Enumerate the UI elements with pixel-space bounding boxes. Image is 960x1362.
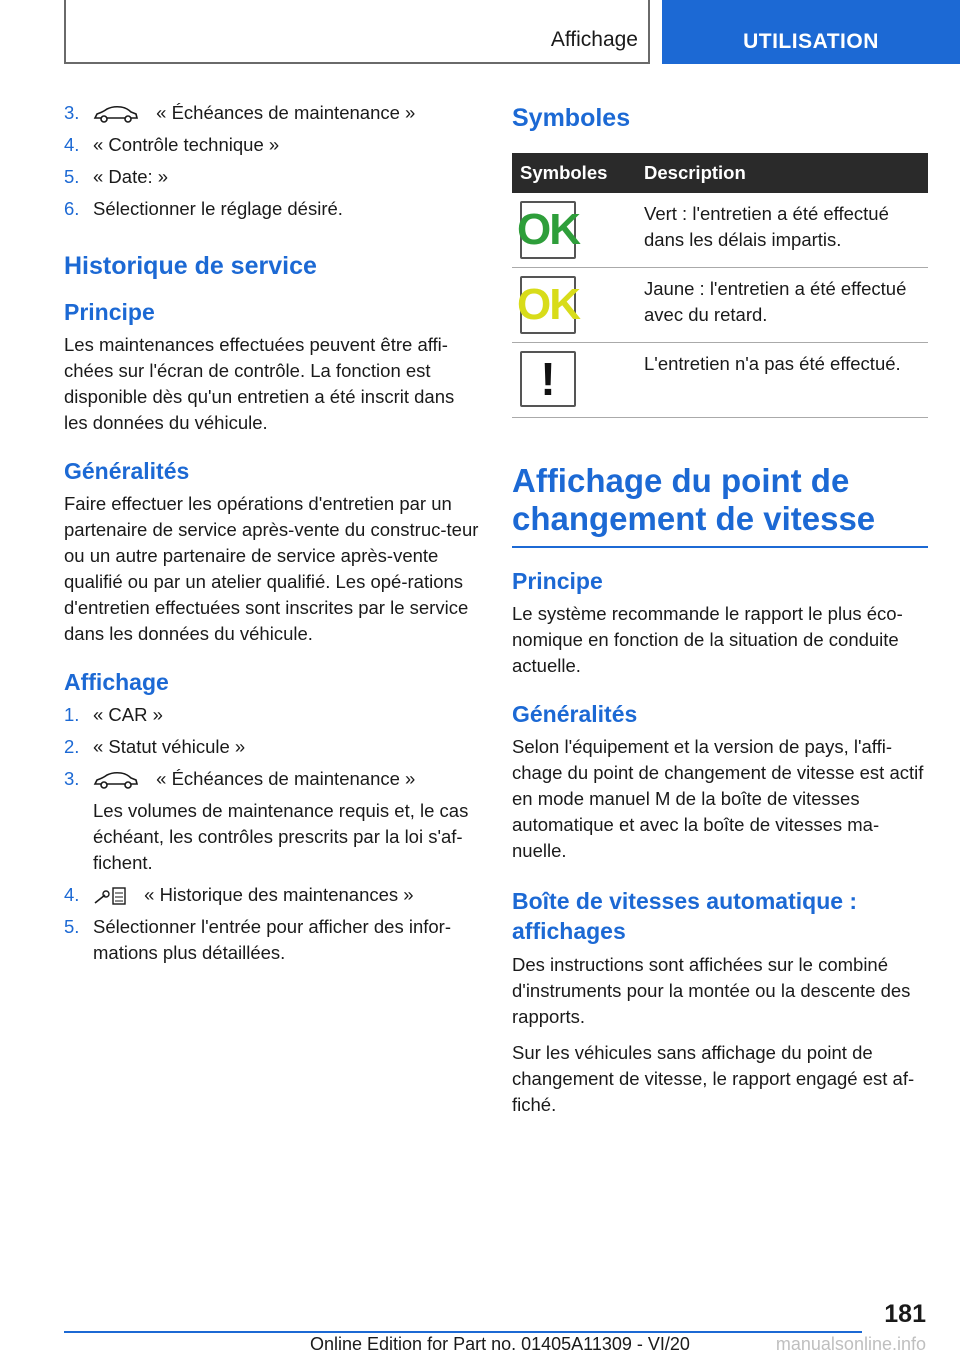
subsection-title-general: Généralités: [64, 458, 190, 484]
ok-yellow-icon: OK: [520, 276, 576, 334]
table-row: [512, 343, 928, 418]
header-section-title: Affichage: [550, 28, 638, 51]
table-cell-description: Jaune : l'entretien a été effectué avec du retard.: [636, 268, 928, 343]
list-item: 5. Sélectionner l'entrée pour afficher des infor-mations plus détaillées.: [64, 916, 451, 963]
footer-edition: Online Edition for Part no. 01405A11309 - VI/20: [310, 1334, 690, 1354]
table-cell-description: L'entretien n'a pas été effectué.: [636, 343, 928, 418]
left-column: [64, 100, 480, 972]
page-header: [0, 0, 960, 66]
automatic-paragraph-1: Des instructions sont affichées sur le combiné d'instruments pour la montée ou la descente des rapports.: [512, 954, 911, 1027]
page-number: 181: [884, 1300, 926, 1328]
general-paragraph: Faire effectuer les opérations d'entretien par un partenaire de service après-vente du construc-teur ou un autre partenaire de service après-vente qualifié ou par un atelier qualifié. Les opé-rations d'entretien effectuées sont inscrites par le service dans les données du véhicule.: [64, 493, 479, 644]
table-row: [512, 268, 928, 343]
car-icon: [93, 771, 139, 789]
section-title-shift-indicator: Affichage du point de changement de vitesse: [512, 462, 928, 548]
right-column: [512, 100, 928, 1140]
table-row: [512, 193, 928, 268]
list-item: 4. « Historique des maintenances »: [64, 884, 414, 905]
list-item: 6. Sélectionner le réglage désiré.: [64, 198, 343, 219]
list-item: 2. « Statut véhicule »: [64, 736, 246, 757]
general-paragraph: Selon l'équipement et la version de pays, l'affi-chage du point de changement de vitesse est actif en mode manuel M de la boîte de vitesses automatique et avec la boîte de vitesses ma-nuelle.: [512, 736, 924, 861]
ok-green-icon: OK: [520, 201, 576, 259]
symbols-table: [512, 153, 928, 418]
table-header-row: [512, 153, 928, 193]
principle-paragraph: Les maintenances effectuées peuvent être affi-chées sur l'écran de contrôle. La fonction est disponible dès qu'un entretien a été inscrit dans les données du véhicule.: [64, 334, 455, 433]
principle-paragraph: Le système recommande le rapport le plus éco-nomique en fonction de la situation de conduite actuelle.: [512, 603, 903, 676]
subsection-title-display: Affichage: [64, 669, 169, 695]
list-item: 5. « Date: »: [64, 166, 169, 187]
watermark-logo: manualsonline.info: [775, 1334, 926, 1354]
table-header-symbols: Symboles: [512, 153, 636, 193]
subsection-title-general: Généralités: [512, 701, 638, 727]
list-item: 3. « Échéances de maintenance » Les volumes de maintenance requis et, le cas échéant, les contrôles prescrits par la loi s'af-fichent.: [64, 768, 469, 873]
symbols-title: Symboles: [512, 104, 631, 132]
service-history-icon: [93, 886, 127, 906]
section-title-history: Historique de service: [64, 252, 317, 280]
table-header-description: Description: [636, 153, 928, 193]
car-icon: [93, 105, 139, 123]
automatic-paragraph-2: Sur les véhicules sans affichage du point de changement de vitesse, le rapport engagé est af-fiché.: [512, 1042, 915, 1115]
subsection-title-principle: Principe: [64, 299, 155, 325]
header-chapter-tab[interactable]: UTILISATION: [662, 0, 960, 64]
table-cell-description: Vert : l'entretien a été effectué dans les délais impartis.: [636, 193, 928, 268]
list-item: 1. « CAR »: [64, 704, 163, 725]
subsection-title-principle: Principe: [512, 568, 603, 594]
list-item: 3. « Échéances de maintenance »: [64, 102, 416, 123]
subsection-title-automatic: Boîte de vitesses automatique : affichages: [512, 888, 858, 944]
list-item: 4. « Contrôle technique »: [64, 134, 280, 155]
footer-divider: [64, 1331, 862, 1333]
exclamation-icon: !: [520, 351, 576, 407]
